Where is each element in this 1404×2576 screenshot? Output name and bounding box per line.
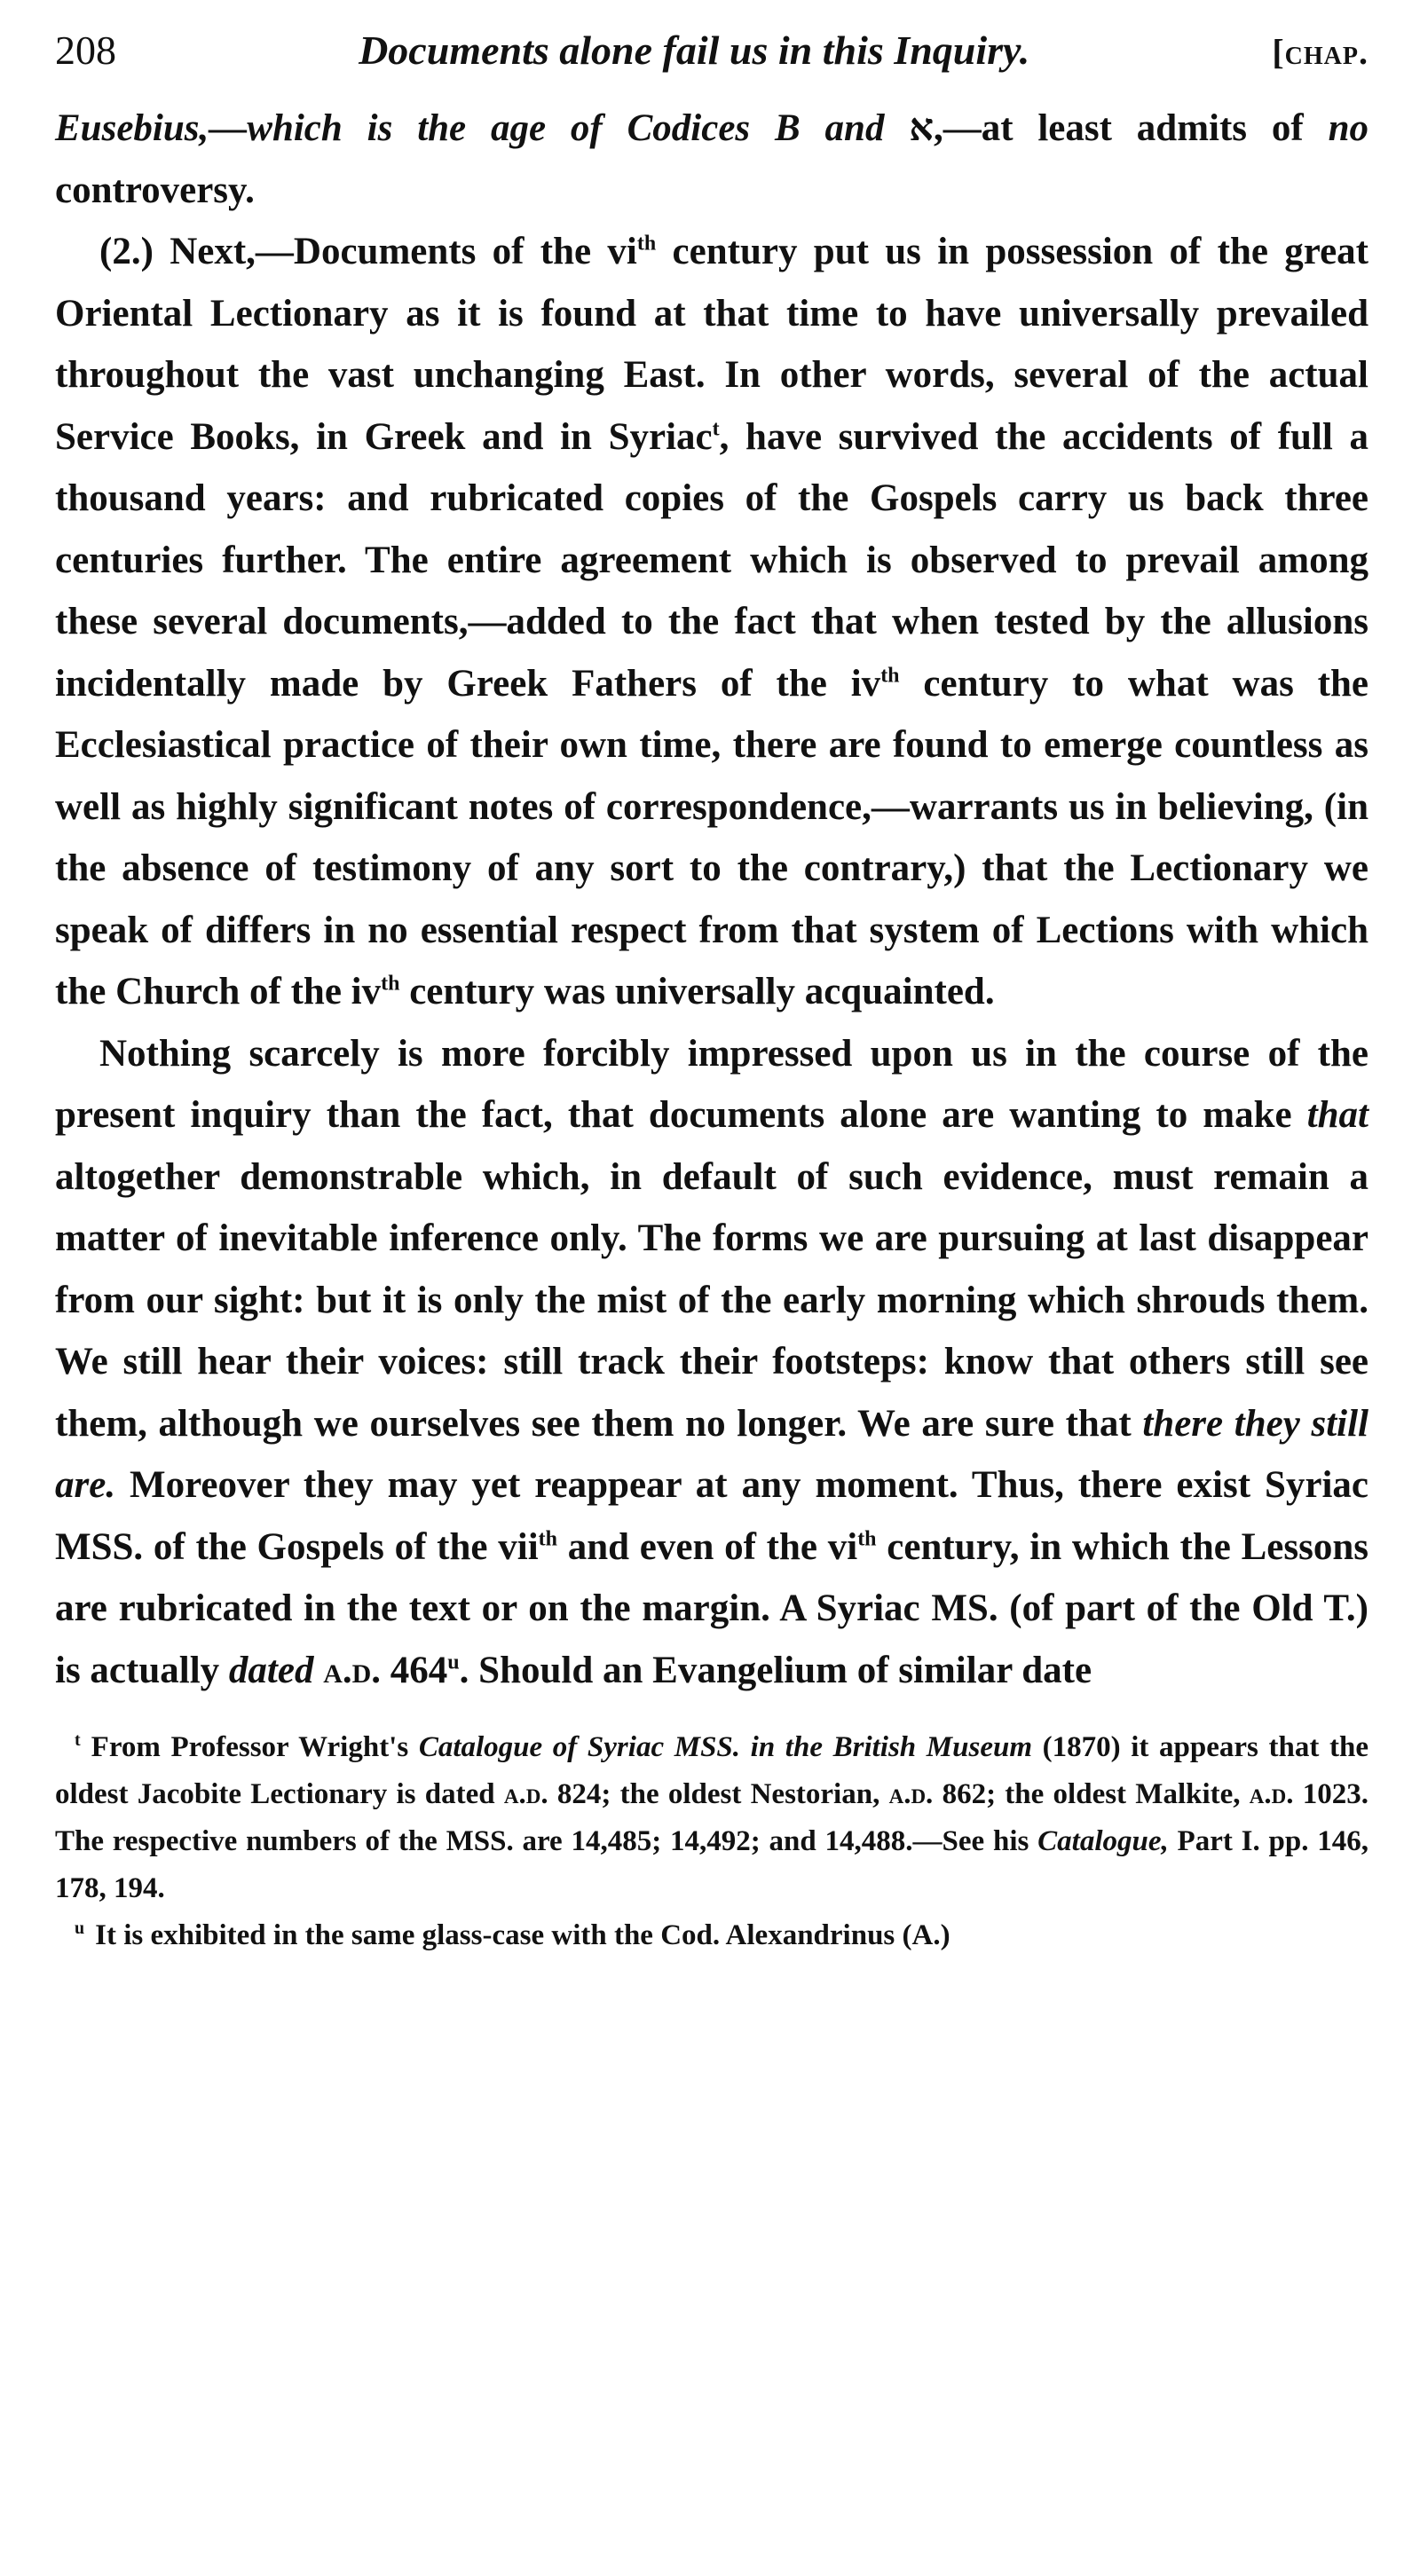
p3-dated: dated — [228, 1649, 314, 1691]
p3-b: altogether demonstrable which, in default of such evidence, must remain a matter of inevitable inference only. The forms we are pursuing at last disappear from our sight: but it is only the mist of the early morning which shrouds them. We still hear their voices: still track their footsteps: know that others still see them, although we ourselves see them no longer. We are sure that — [55, 1155, 1369, 1445]
p2-sup2: th — [880, 664, 900, 688]
fn-t-e: 1023. The respective numbers of the MSS. are 14,485; 14,492; and 14,488.—See his — [55, 1778, 1369, 1857]
fn-t-f: Part I. pp. 146, 178, 194. — [55, 1825, 1369, 1904]
footnote-u-mark: u — [75, 1918, 85, 1938]
paragraph-1 — [55, 98, 1369, 221]
fn-t-ad1: a.d. — [503, 1778, 548, 1810]
fn-t-a: From Professor Wright's — [91, 1731, 419, 1763]
footnote-ref-t: t — [712, 417, 720, 441]
fn-t-ad3: a.d. — [1249, 1778, 1294, 1810]
paragraph-2 — [55, 221, 1369, 1023]
running-title: Documents alone fail us in this Inquiry. — [359, 28, 1030, 73]
running-header — [55, 27, 1369, 89]
p3-sup1: th — [538, 1527, 557, 1551]
p1-italic: Eusebius,—which is the age of Codices B and — [55, 107, 885, 149]
p3-sup2: th — [857, 1527, 877, 1551]
footnote-ref-u: u — [447, 1650, 460, 1674]
p3-there: there they still are. — [55, 1402, 1369, 1506]
fn-t-b: (1870) it appears that the oldest Jacobite Lectionary is dated — [55, 1731, 1369, 1810]
footnote-t-mark: t — [75, 1730, 81, 1750]
p2-e: century was universally acquainted. — [399, 971, 995, 1012]
footnote-u — [55, 1912, 1369, 1959]
p3-g: . Should an Evangelium of similar date — [459, 1649, 1092, 1691]
p1-no: no — [1328, 107, 1369, 149]
p2-sup3: th — [381, 972, 400, 996]
p3-a: Nothing scarcely is more forcibly impressed upon us in the course of the present inquiry than the fact, that documents alone are wanting to make — [55, 1032, 1369, 1136]
main-text — [55, 98, 1369, 1701]
aleph-symbol: א — [909, 107, 934, 149]
p1-rest-b: controversy. — [55, 169, 255, 211]
footnotes — [55, 1724, 1369, 1959]
paragraph-3 — [55, 1023, 1369, 1702]
p1-rest-a: ,—at least admits of — [933, 107, 1329, 149]
p2-b: century put us in possession of the great Oriental Lectionary as it is found at that time to have universally prevailed throughout the vast unchanging East. In other words, several of the actual Service Books, in Greek and in Syriac — [55, 231, 1369, 458]
fn-t-c: 824; the oldest Nestorian, — [548, 1778, 889, 1810]
p3-f: 464 — [381, 1649, 448, 1691]
footnote-t — [55, 1724, 1369, 1912]
fn-u-text: It is exhibited in the same glass-case with the Cod. Alexandrinus (A.) — [95, 1919, 950, 1951]
fn-t-d: 862; the oldest Malkite, — [933, 1778, 1250, 1810]
fn-t-catalogue: Catalogue of Syriac MSS. in the British Museum — [418, 1731, 1033, 1763]
p2-d: century to what was the Ecclesiastical practice of their own time, there are found to emerge countless as well as highly significant notes of correspondence,—warrants us in believing, (in the absence of testimony of any sort to the contrary,) that the Lectionary we speak of differs in no essential respect from that system of Lections with which the Church of the iv — [55, 662, 1369, 1012]
p2-sup1: th — [636, 232, 657, 256]
book-page — [55, 27, 1369, 1959]
chapter-label: [chap. — [1272, 32, 1369, 72]
p2-a: (2.) Next,—Documents of the vi — [99, 231, 637, 272]
p3-c: Moreover they may yet reappear at any moment. Thus, there exist Syriac MSS. of the Gospels of the vii — [55, 1464, 1369, 1568]
p2-c: , have survived the accidents of full a thousand years: and rubricated copies of the Gospels carry us back three centuries further. The entire agreement which is observed to prevail among these several documents,—added to the fact that when tested by the allusions incidentally made by Greek Fathers of the iv — [55, 415, 1369, 705]
p3-d: and even of the vi — [556, 1525, 858, 1568]
page-number: 208 — [55, 28, 116, 73]
p3-ad: a.d. — [323, 1649, 382, 1691]
fn-t-ad2: a.d. — [888, 1778, 934, 1810]
p3-e: century, in which the Lessons are rubricated in the text or on the margin. A Syriac MS. (of part of the Old T.) is actually — [55, 1525, 1369, 1691]
p3-that: that — [1306, 1094, 1369, 1136]
fn-t-catalogue2: Catalogue, — [1037, 1825, 1169, 1857]
